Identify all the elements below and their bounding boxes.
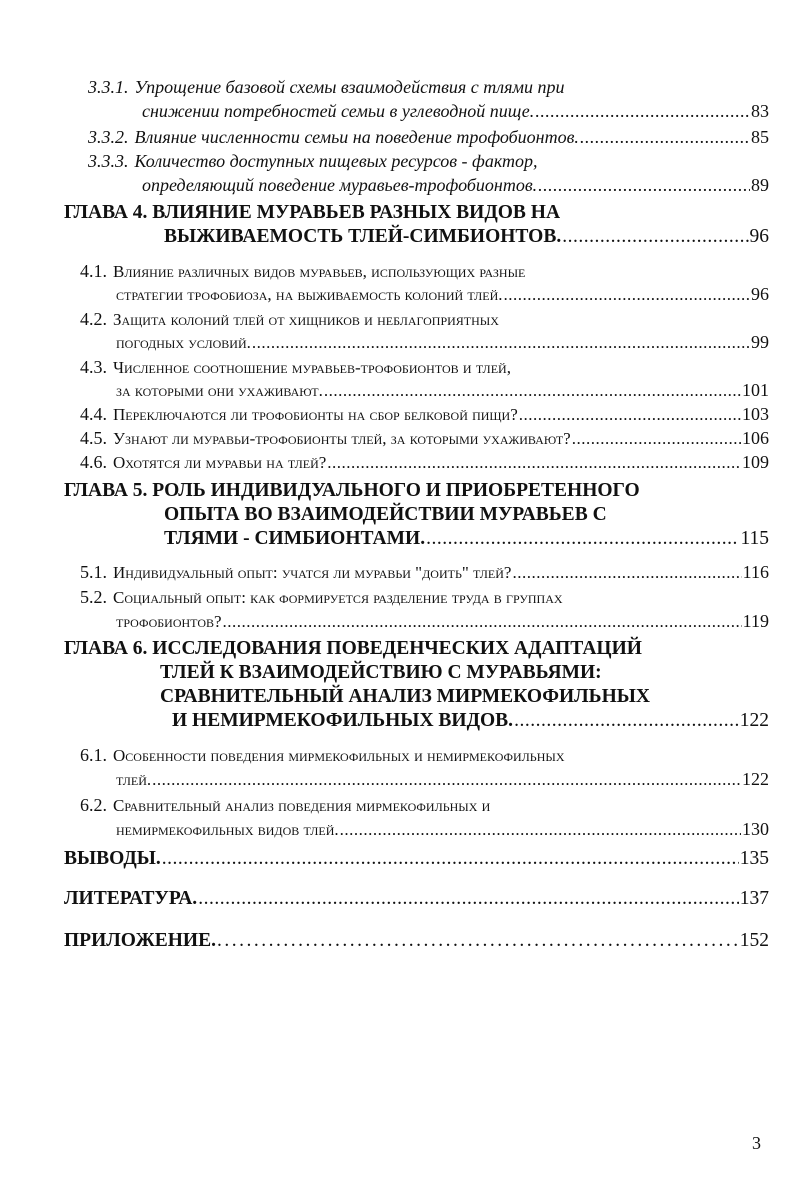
page-ref: 119 (742, 611, 769, 631)
entry-number: 5.1. (80, 562, 107, 582)
entry-title: трофобионтов? (116, 612, 222, 631)
page-ref: 99 (751, 332, 769, 352)
toc-line (116, 602, 769, 630)
chapter-heading-line (164, 520, 769, 548)
dot-leader (198, 889, 739, 909)
entry-title: Защита колоний тлей от хищников и неблагоприятных (113, 310, 499, 329)
page-number: 3 (752, 1133, 761, 1153)
entry-number: 3.3.2. (88, 127, 129, 147)
entry-number: 4.1. (80, 261, 107, 281)
entry-title: Влияние численности семьи на поведение трофобионтов. (134, 127, 579, 147)
chapter-title: ПРИЛОЖЕНИЕ. (64, 929, 216, 951)
entry-number: 4.3. (80, 357, 107, 377)
toc-line (116, 760, 769, 788)
page-ref: 101 (742, 380, 769, 400)
dot-leader (562, 227, 748, 247)
chapter-title: ТЛЕЙ К ВЗАИМОДЕЙСТВИЮ С МУРАВЬЯМИ: (160, 661, 602, 683)
toc-line (116, 275, 769, 303)
chapter-title: ТЛЯМИ - СИМБИОНТАМИ. (164, 527, 426, 549)
toc-line (116, 323, 769, 351)
entry-number: 5.2. (80, 587, 107, 607)
toc-line (142, 92, 769, 120)
entry-number: 3.3.3. (88, 151, 129, 171)
page-ref: 96 (749, 225, 769, 247)
entry-title: Узнают ли муравьи-трофобионты тлей, за которыми ухаживают? (113, 429, 571, 448)
chapter-title: ГЛАВА 6. ИССЛЕДОВАНИЯ ПОВЕДЕНЧЕСКИХ АДАПТАЦИЙ (64, 637, 642, 659)
dot-leader (504, 286, 750, 303)
chapter-title: ГЛАВА 5. РОЛЬ ИНДИВИДУАЛЬНОГО И ПРИОБРЕТЕННОГО (64, 479, 640, 501)
page-ref: 115 (740, 527, 769, 549)
chapter-title: ОПЫТА ВО ВЗАИМОДЕЙСТВИИ МУРАВЬЕВ С (164, 503, 607, 525)
chapter-title: СРАВНИТЕЛЬНЫЙ АНАЛИЗ МИРМЕКОФИЛЬНЫХ (160, 685, 650, 707)
dot-leader (426, 529, 739, 549)
dot-leader (340, 821, 741, 838)
page-ref: 109 (742, 452, 769, 472)
entry-number: 4.6. (80, 452, 107, 472)
chapter-heading-line (172, 702, 769, 730)
entry-number: 6.1. (80, 745, 107, 765)
toc-line (142, 166, 769, 194)
entry-number: 3.3.1. (88, 77, 129, 97)
page-ref: 137 (739, 887, 769, 909)
page-ref: 96 (751, 284, 769, 304)
entry-title: Влияние различных видов муравьев, использующих разные (113, 262, 526, 281)
entry-title: погодных условий. (116, 333, 251, 352)
dot-leader (217, 931, 739, 951)
dot-leader (162, 849, 739, 869)
page-ref: 106 (742, 428, 769, 448)
entry-number: 4.2. (80, 309, 107, 329)
entry-title: снижении потребностей семьи в углеводной пище. (142, 101, 535, 121)
toc-line (80, 553, 769, 581)
entry-title: за которыми они ухаживают. (116, 381, 323, 400)
dot-leader (514, 711, 739, 731)
entry-number: 6.2. (80, 795, 107, 815)
chapter-heading-line (64, 922, 769, 950)
dot-leader (538, 176, 750, 194)
chapter-heading-line (64, 880, 769, 908)
entry-title: Социальный опыт: как формируется разделение труда в группах (113, 588, 563, 607)
chapter-title: ЛИТЕРАТУРА. (64, 887, 198, 909)
entry-title: тлей. (116, 770, 152, 789)
chapter-title: И НЕМИРМЕКОФИЛЬНЫХ ВИДОВ. (172, 709, 514, 731)
chapter-title: ВЫВОДЫ. (64, 847, 161, 869)
page-ref: 83 (751, 101, 769, 121)
chapter-heading-line (64, 840, 769, 868)
toc-line (116, 810, 769, 838)
page-ref: 130 (742, 819, 769, 839)
chapter-heading-line (164, 218, 769, 246)
entry-number: 4.5. (80, 428, 107, 448)
entry-number: 4.4. (80, 404, 107, 424)
page-ref: 85 (751, 127, 769, 147)
page-ref: 103 (742, 404, 769, 424)
dot-leader (223, 613, 742, 630)
page-ref: 116 (742, 562, 769, 582)
entry-title: Особенности поведения мирмекофильных и немирмекофильных (113, 746, 565, 765)
entry-title: стратегии трофобиоза, на выживаемость колоний тлей. (116, 285, 503, 304)
entry-title: немирмекофильных видов тлей. (116, 820, 339, 839)
entry-title: Упрощение базовой схемы взаимодействия с тлями при (134, 77, 565, 97)
entry-title: Охотятся ли муравьи на тлей? (113, 453, 327, 472)
page-ref: 135 (739, 847, 769, 869)
page-ref: 122 (739, 709, 769, 731)
entry-title: определяющий поведение муравьев-трофобионтов. (142, 175, 538, 195)
page-ref: 89 (751, 175, 769, 195)
chapter-title: ГЛАВА 4. ВЛИЯНИЕ МУРАВЬЕВ РАЗНЫХ ВИДОВ НА (64, 201, 561, 223)
page-ref: 152 (739, 929, 769, 951)
chapter-title: ВЫЖИВАЕМОСТЬ ТЛЕЙ-СИМБИОНТОВ. (164, 225, 562, 247)
entry-title: Сравнительный анализ поведения мирмекофильных и (113, 796, 491, 815)
entry-title: Индивидуальный опыт: учатся ли муравьи "доить" тлей? (113, 563, 512, 582)
page-ref: 122 (742, 769, 769, 789)
entry-title: Количество доступных пищевых ресурсов - фактор, (134, 151, 538, 171)
entry-title: Переключаются ли трофобионты на сбор белковой пищи? (113, 405, 518, 424)
dot-leader (580, 128, 750, 146)
dot-leader (327, 454, 741, 471)
toc-line (80, 443, 769, 471)
entry-title: Численное соотношение муравьев-трофобионтов и тлей, (113, 358, 511, 377)
